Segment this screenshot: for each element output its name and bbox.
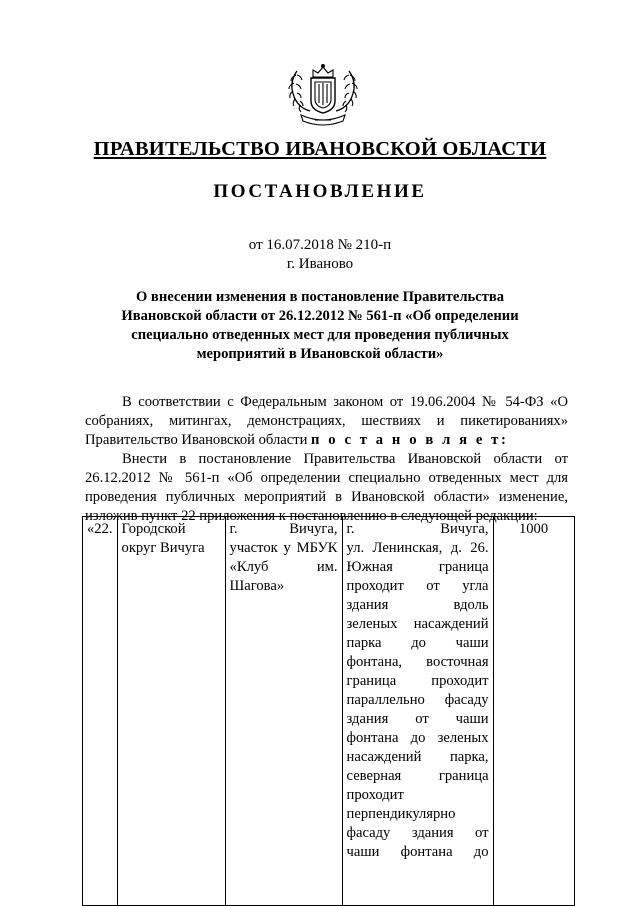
location-line: фасаду здания от [346,825,489,841]
subject-line: О внесении изменения в постановление Правительства [135,289,505,305]
location-line: ул. Ленинская, д. 26. [346,540,489,556]
location-line: здания от чаши [346,711,489,727]
government-title: ПРАВИТЕЛЬСТВО ИВАНОВСКОЙ ОБЛАСТИ [93,138,547,160]
preamble-paragraph [85,393,568,450]
location-line: граница проходит [346,673,489,689]
location-line: Южная граница [346,559,489,575]
location-line: параллельно фасаду [346,692,489,708]
subject-line: мероприятий в Ивановской области» [196,346,444,362]
location-line: перпендикулярно [346,806,456,822]
location-line: фонтана до зеленых [346,730,489,746]
document-date-number: от 16.07.2018 № 210-п [248,237,392,253]
location-line: северная граница [346,768,489,784]
place-cell: г. Вичуга, участок у МБУК «Клуб им. Шагова» [225,517,342,906]
amendment-paragraph: Внести в постановление Правительства Ивановской области от 26.12.2012 № 561-п «Об определении специально отведенных мест для проведения публичных мероприятий в Ивановской области» изменение, изложив пункт 22 приложения к постановлению в следующей редакции: [85,451,568,524]
table-row [83,517,575,906]
location-line: чаши фонтана до [346,844,489,860]
appendix-table [82,516,575,906]
document-body [85,393,568,526]
subject-line: Ивановской области от 26.12.2012 № 561-п «Об определении [121,308,519,324]
preamble-text: В соответствии с Федеральным законом от 19.06.2004 № 54-ФЗ «О собраниях, митингах, демонстрациях, шествиях и пикетированиях» Правительство Ивановской области [85,394,568,448]
capacity-cell: 1000 [493,517,574,906]
subject-line: специально отведенных мест для проведения публичных [131,327,509,343]
document-subject [110,288,530,364]
location-line: фонтана, восточная [346,654,489,670]
location-line: парка до чаши [346,635,489,651]
decree-word: п о с т а н о в л я е т: [311,432,509,448]
document-type: ПОСТАНОВЛЕНИЕ [213,181,427,202]
item-number-cell: «22. [83,517,118,906]
location-line: проходит от угла [346,578,489,594]
location-line: зеленых насаждений [346,616,489,632]
location-line: здания вдоль [346,597,489,613]
location-line: проходит [346,787,404,803]
district-cell: Городской округ Вичуга [117,517,225,906]
location-cell [342,517,493,906]
document-city: г. Иваново [286,256,354,272]
location-line: насаждений парка, [346,749,489,765]
location-line: г. Вичуга, [346,521,489,537]
coat-of-arms-icon [287,63,359,129]
